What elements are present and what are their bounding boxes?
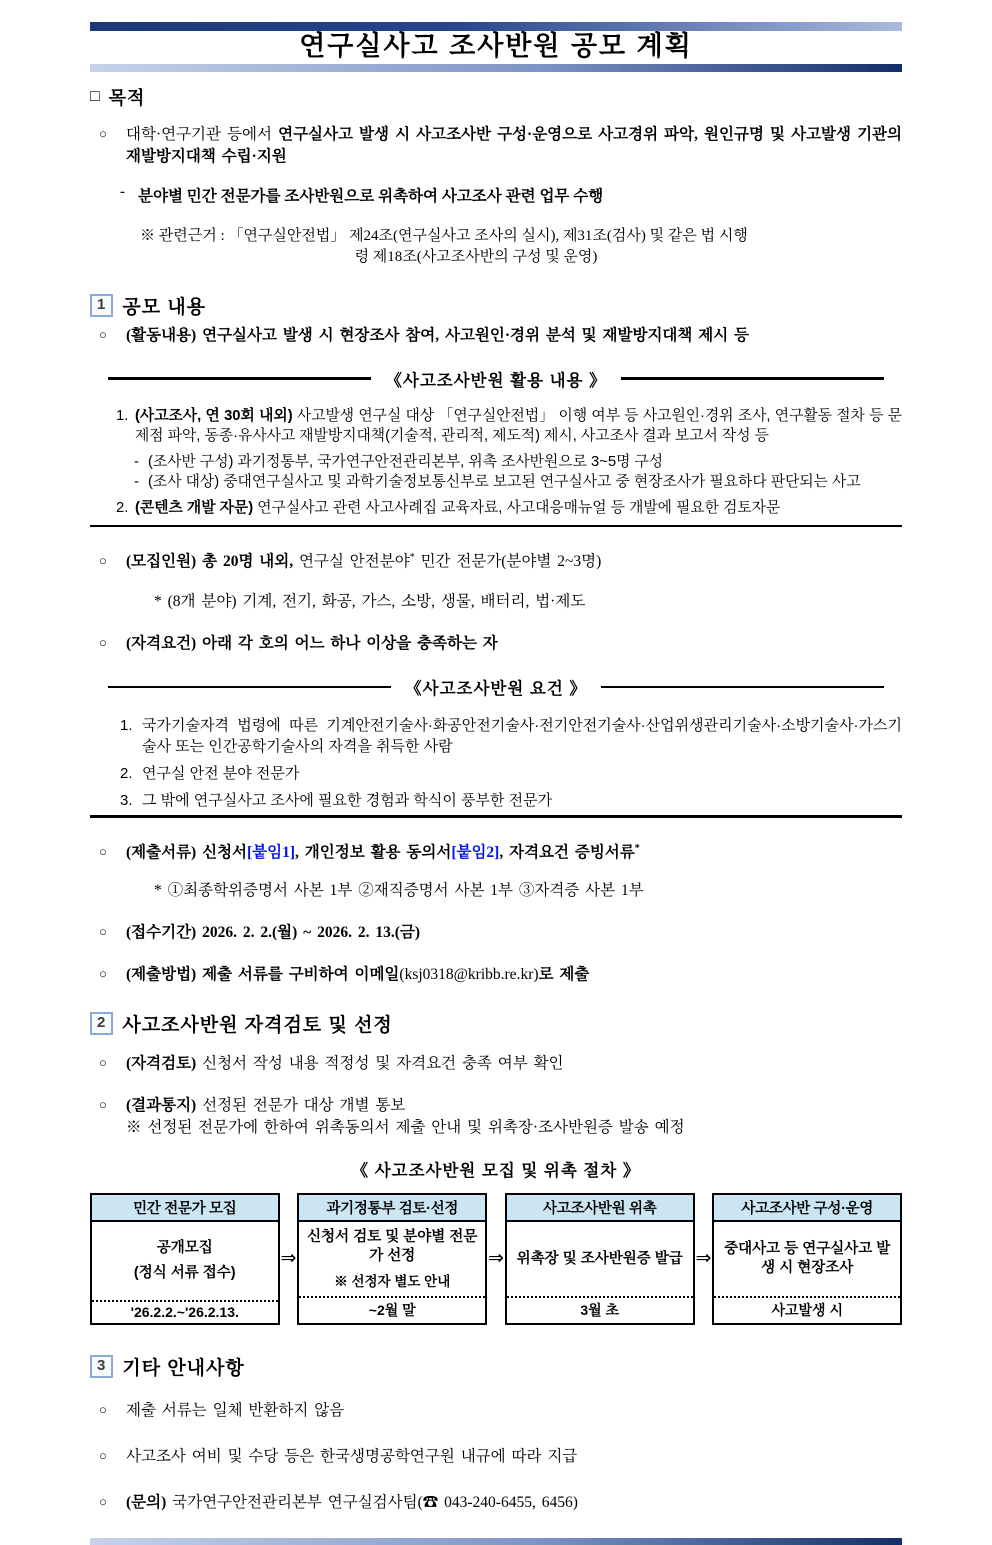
usage-item-1-sub-1 xyxy=(90,453,902,473)
purpose-heading xyxy=(90,84,902,110)
headcount-bold: 총 20명 내외, xyxy=(196,553,294,571)
headcount-text2: 민간 전문가(분야별 2~3명) xyxy=(414,553,602,571)
flow-box-recruit-body xyxy=(92,1222,278,1300)
legal-basis-note-line2: 령 제18조(사고조사반의 구성 및 운영) xyxy=(354,248,598,265)
contact-item xyxy=(90,1492,902,1514)
rule-line xyxy=(108,686,391,689)
circle-bullet-icon: ○ xyxy=(99,1448,107,1464)
documents-comma-1: , xyxy=(295,843,299,861)
usage-box-bottom-rule xyxy=(90,525,902,528)
usage-item-1-sub-2 xyxy=(90,473,902,493)
rule-line xyxy=(621,377,884,380)
method-email: (ksj0318@kribb.re.kr) xyxy=(399,965,539,983)
usage-item-1-sub-1-label: (조사반 구성) xyxy=(148,453,234,470)
usage-item-2-text: 연구실사고 관련 사고사례집 교육자료, 사고대응매뉴얼 등 개발에 필요한 검토자문 xyxy=(253,499,781,516)
documents-note: * ①최종학위증명서 사본 1부 ②재직증명서 사본 1부 ③자격증 사본 1부 xyxy=(154,881,644,899)
requirements-box-title: 《사고조사반원 요건 》 xyxy=(405,680,587,699)
qualification-text: 아래 각 호의 어느 하나 이상을 충족하는 자 xyxy=(196,635,498,653)
check-item xyxy=(90,1053,902,1075)
requirement-2-number: 2. xyxy=(120,765,133,783)
rule-line xyxy=(108,377,371,380)
flow-box-recruit-header: 민간 전문가 모집 xyxy=(92,1195,278,1222)
section3-heading-label: 기타 안내사항 xyxy=(122,1358,245,1380)
requirement-3-text: 그 밖에 연구실사고 조사에 필요한 경험과 학식이 풍부한 전문가 xyxy=(142,792,553,810)
attachment-1-link[interactable]: [붙임1] xyxy=(247,843,296,861)
method-label: (제출방법) xyxy=(126,965,197,983)
documents-text-1: 신청서 xyxy=(196,843,248,861)
flow-box-appoint-body xyxy=(507,1222,693,1296)
flow-box-appoint-line1: 위촉장 및 조사반원증 발급 xyxy=(516,1250,683,1267)
flow-box-operate xyxy=(712,1193,902,1325)
usage-box-title-row xyxy=(90,367,902,391)
flow-box-operate-header: 사고조사반 구성·운영 xyxy=(714,1195,900,1222)
title-bottom-band xyxy=(90,64,902,72)
dash-bullet-icon: - xyxy=(120,183,125,200)
purpose-heading-label: 목적 xyxy=(108,87,146,108)
dash-bullet-icon: - xyxy=(134,473,139,490)
flow-box-recruit-line2: (정식 서류 접수) xyxy=(133,1265,236,1282)
section2-number-box: 2 xyxy=(90,1012,113,1035)
method-item xyxy=(90,964,902,986)
qualification-item xyxy=(90,633,902,655)
flow-diagram xyxy=(90,1193,902,1325)
flow-box-recruit-line1: 공개모집 xyxy=(156,1239,213,1256)
section3-heading xyxy=(90,1353,902,1380)
circle-bullet-icon: ○ xyxy=(99,1054,107,1070)
circle-bullet-icon: ○ xyxy=(99,125,107,141)
activity-label: (활동내용) xyxy=(126,326,197,344)
period-label: (접수기간) xyxy=(126,923,197,941)
flow-box-operate-line1: 중대사고 등 연구실사고 발생 시 현장조사 xyxy=(724,1241,891,1276)
document-page xyxy=(0,22,992,1545)
headcount-text1: 연구실 안전분야 xyxy=(293,553,410,571)
documents-superscript: * xyxy=(634,842,640,854)
method-bold-1: 제출 서류를 구비하여 이메일 xyxy=(196,965,400,983)
notify-item xyxy=(90,1095,902,1139)
circle-bullet-icon: ○ xyxy=(99,1096,107,1112)
contact-label: (문의) xyxy=(126,1494,167,1512)
usage-box-title: 《사고조사반원 활용 내용 》 xyxy=(385,371,607,390)
usage-item-1-sub-1-text: 과기정통부, 국가연구안전관리본부, 위촉 조사반원으로 3~5명 구성 xyxy=(233,453,664,470)
page-title: 연구실사고 조사반원 공모 계획 xyxy=(299,31,693,61)
documents-item xyxy=(90,842,902,864)
requirements-box-content xyxy=(90,715,902,811)
flow-box-appoint-footer: 3월 초 xyxy=(507,1296,693,1323)
arrow-right-icon: ⇒ xyxy=(695,1248,712,1270)
usage-item-1-sub-2-label: (조사 대상) xyxy=(148,473,220,490)
etc-item-1 xyxy=(90,1400,902,1422)
method-bold-2: 로 제출 xyxy=(538,965,590,983)
notify-note: ※ 선정된 전문가에 한하여 위촉동의서 제출 안내 및 위촉장·조사반원증 발송 예정 xyxy=(126,1118,685,1136)
period-item xyxy=(90,922,902,944)
qualification-label: (자격요건) xyxy=(126,635,197,653)
flow-box-select-footer: ~2월 말 xyxy=(299,1296,485,1323)
requirement-1 xyxy=(90,715,902,757)
flow-box-recruit-footer: '26.2.2.~'26.2.13. xyxy=(92,1300,278,1323)
section2-heading xyxy=(90,1010,902,1037)
flow-box-select-header: 과기정통부 검토·선정 xyxy=(299,1195,485,1222)
usage-item-2-label: (콘텐츠 개발 자문) xyxy=(135,499,254,516)
etc-item-2 xyxy=(90,1446,902,1468)
flow-box-select-note: ※ 선정자 별도 안내 xyxy=(334,1273,451,1289)
requirement-1-text: 국가기술자격 법령에 따른 기계안전기술사·화공안전기술사·전기안전기술사·산업위생관리기술사·소방기술사·가스기술사 또는 인간공학기술사의 자격을 취득한 사람 xyxy=(142,717,902,756)
documents-label: (제출서류) xyxy=(126,843,197,861)
check-text: 신청서 작성 내용 적정성 및 자격요건 충족 여부 확인 xyxy=(196,1054,564,1072)
usage-item-1-number: 1. xyxy=(116,407,129,424)
section1-heading xyxy=(90,292,902,319)
usage-item-2 xyxy=(90,499,902,519)
circle-bullet-icon: ○ xyxy=(99,923,107,939)
attachment-2-link[interactable]: [붙임2] xyxy=(451,843,500,861)
section1-heading-label: 공모 내용 xyxy=(122,296,207,318)
usage-item-1-sub-2-text: 중대연구실사고 및 과학기술정보통신부로 보고된 연구실사고 중 현장조사가 필요하다 판단되는 사고 xyxy=(219,473,861,490)
usage-item-1-text: 사고발생 연구실 대상 「연구실안전법」 이행 여부 등 사고원인·경위 조사, 연구활동 절차 등 문제점 파악, 동종·유사사고 재발방지대책(기술적, 관리적, 제도적) 제시, 사고조사 결과 보고서 작성 등 xyxy=(135,407,903,444)
requirement-1-number: 1. xyxy=(120,717,133,735)
fields-note: * (8개 분야) 기계, 전기, 화공, 가스, 소방, 생물, 배터리, 법·제도 xyxy=(154,593,586,611)
usage-item-1 xyxy=(90,407,902,447)
requirements-box-title-row xyxy=(90,675,902,699)
flow-box-operate-body xyxy=(714,1222,900,1296)
circle-bullet-icon: ○ xyxy=(99,843,107,859)
flow-box-operate-footer: 사고발생 시 xyxy=(714,1296,900,1323)
arrow-right-icon: ⇒ xyxy=(488,1248,504,1270)
flow-box-select-body xyxy=(299,1222,485,1296)
requirement-2-text: 연구실 안전 분야 전문가 xyxy=(142,765,300,783)
flow-box-recruit xyxy=(90,1193,280,1325)
requirement-3-number: 3. xyxy=(120,792,133,810)
flow-box-appoint-header: 사고조사반원 위촉 xyxy=(507,1195,693,1222)
flow-box-select-line1: 신청서 검토 및 분야별 전문가 선정 xyxy=(307,1228,478,1264)
period-text: 2026. 2. 2.(월) ~ 2026. 2. 13.(금) xyxy=(196,923,420,941)
notify-text: 선정된 전문가 대상 개별 통보 xyxy=(196,1096,406,1114)
circle-bullet-icon: ○ xyxy=(99,1402,107,1418)
requirement-2 xyxy=(90,763,902,784)
title-top-band xyxy=(90,22,902,31)
headcount-label: (모집인원) xyxy=(126,553,197,571)
purpose-item-1 xyxy=(90,124,902,168)
flow-title: 《 사고조사반원 모집 및 위촉 절차 》 xyxy=(351,1161,641,1180)
purpose-item-1-normal: 대학·연구기관 등에서 xyxy=(126,125,279,143)
notify-label: (결과통지) xyxy=(126,1096,197,1114)
headcount-item xyxy=(90,551,902,573)
usage-item-2-number: 2. xyxy=(116,499,129,516)
section1-number-box: 1 xyxy=(90,294,113,317)
arrow-right-icon: ⇒ xyxy=(280,1248,297,1270)
rule-line xyxy=(601,686,884,689)
circle-bullet-icon: ○ xyxy=(99,635,107,651)
section3-number-box: 3 xyxy=(90,1355,113,1378)
circle-bullet-icon: ○ xyxy=(99,553,107,569)
contact-text: 국가연구안전관리본부 연구실검사팀(☎ 043-240-6455, 6456) xyxy=(166,1494,578,1512)
square-bullet-icon: □ xyxy=(90,87,101,105)
etc-item-2-text: 사고조사 여비 및 수당 등은 한국생명공학연구원 내규에 따라 지급 xyxy=(126,1448,578,1466)
legal-basis-note-line1: ※ 관련근거 : 「연구실안전법」 제24조(연구실사고 조사의 실시), 제31조(검사) 및 같은 법 시행 xyxy=(140,227,748,244)
flow-box-select xyxy=(297,1193,487,1325)
usage-box-content xyxy=(90,407,902,519)
documents-comma-2: , xyxy=(499,843,504,861)
usage-item-1-label: (사고조사, 연 30회 내외) xyxy=(135,407,293,424)
section2-heading-label: 사고조사반원 자격검토 및 선정 xyxy=(122,1014,393,1036)
circle-bullet-icon: ○ xyxy=(99,965,107,981)
activity-item xyxy=(90,325,902,347)
headcount-superscript: * xyxy=(409,552,415,564)
check-label: (자격검토) xyxy=(126,1054,197,1072)
documents-text-3: 자격요건 증빙서류 xyxy=(503,843,635,861)
circle-bullet-icon: ○ xyxy=(99,1494,107,1510)
footer-band xyxy=(90,1538,902,1545)
requirements-box-bottom-rule xyxy=(90,815,902,818)
activity-text: 연구실사고 발생 시 현장조사 참여, 사고원인·경위 분석 및 재발방지대책 제시 등 xyxy=(196,326,750,344)
purpose-item-1-bold: 연구실사고 발생 시 사고조사반 구성·운영으로 사고경위 파악, 원인규명 및 사고발생 기관의 재발방지대책 수립·지원 xyxy=(126,125,902,165)
etc-item-1-text: 제출 서류는 일체 반환하지 않음 xyxy=(126,1402,345,1420)
dash-bullet-icon: - xyxy=(134,453,139,470)
circle-bullet-icon: ○ xyxy=(99,326,107,342)
flow-box-appoint xyxy=(505,1193,695,1325)
document-content xyxy=(90,22,902,1545)
requirement-3 xyxy=(90,790,902,811)
documents-text-2: 개인정보 활용 동의서 xyxy=(298,843,452,861)
purpose-item-2 xyxy=(90,184,902,206)
purpose-item-2-text: 분야별 민간 전문가를 조사반원으로 위촉하여 사고조사 관련 업무 수행 xyxy=(138,187,604,205)
